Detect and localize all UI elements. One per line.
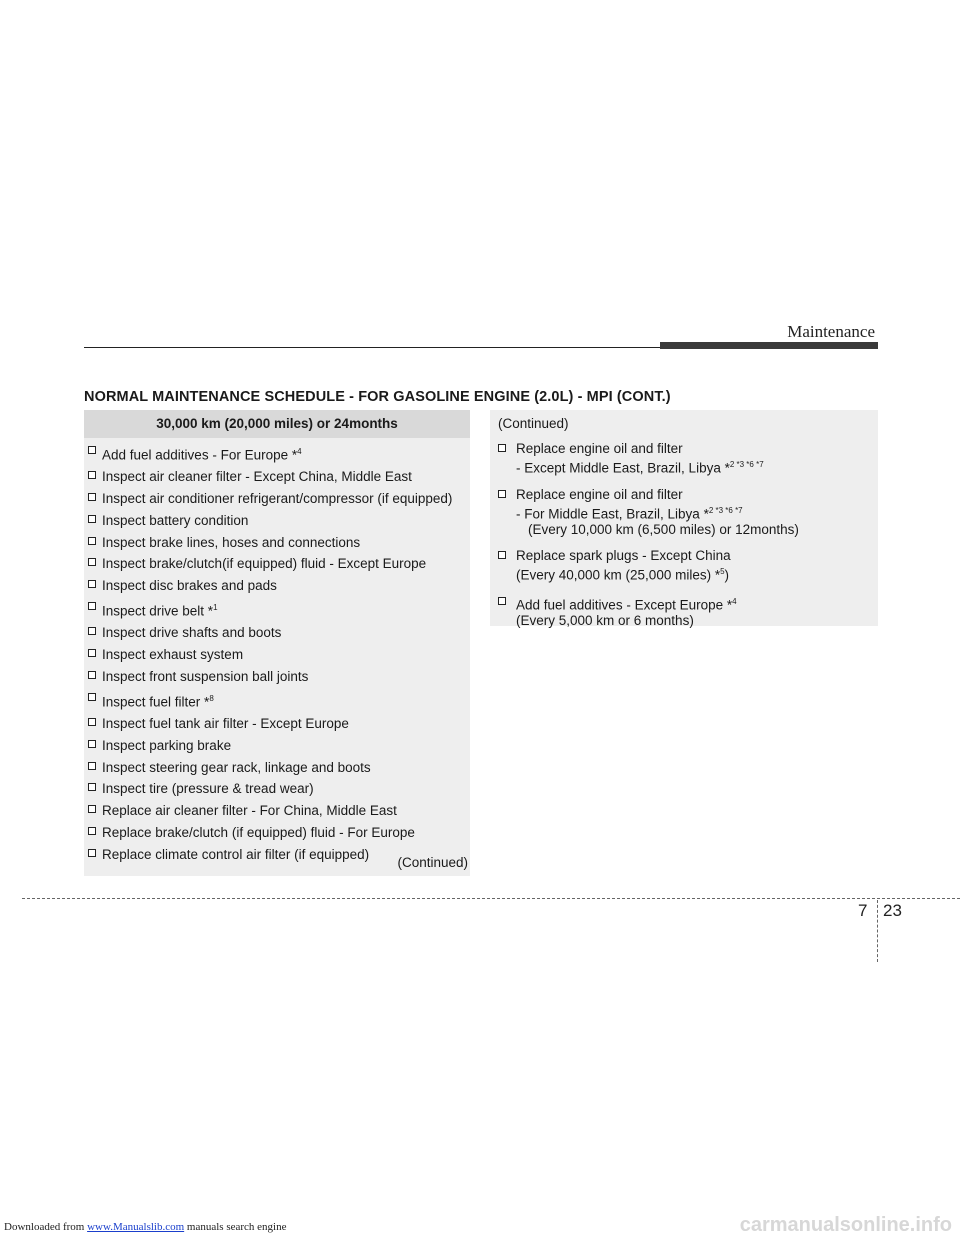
list-item: Inspect drive shafts and boots — [84, 625, 470, 640]
schedule-title: NORMAL MAINTENANCE SCHEDULE - FOR GASOLINE ENGINE (2.0L) - MPI (CONT.) — [84, 389, 671, 405]
checkbox-icon — [88, 446, 96, 454]
list-item: Replace spark plugs - Except China (Every 40,000 km (25,000 miles) *$^5$) — [490, 548, 878, 584]
continued-label: (Continued) — [498, 416, 569, 431]
checkbox-icon — [88, 537, 96, 545]
list-item: Inspect steering gear rack, linkage and boots — [84, 760, 470, 775]
checkbox-icon — [498, 597, 506, 605]
list-item: Add fuel additives - Except Europe *$^4$ (Every 5,000 km or 6 months) — [490, 594, 878, 630]
checkbox-icon — [88, 649, 96, 657]
list-item: Replace climate control air filter (if equipped) — [84, 847, 470, 862]
checkbox-icon — [88, 783, 96, 791]
list-item: Replace brake/clutch (if equipped) fluid - For Europe — [84, 825, 470, 840]
list-item: Inspect fuel filter *$^8$ — [84, 691, 470, 710]
checkbox-icon — [498, 490, 506, 498]
list-item: Inspect air conditioner refrigerant/compressor (if equipped) — [84, 491, 470, 506]
checkbox-icon — [88, 849, 96, 857]
right-schedule-panel — [490, 410, 878, 626]
list-item: Replace engine oil and filter - For Middle East, Brazil, Libya *$^{2 *3 *6 *7}$ (Every 10,000 km (6,500 miles) or 12months) — [490, 487, 878, 539]
list-item: Inspect fuel tank air filter - Except Europe — [84, 716, 470, 731]
left-schedule-panel — [84, 410, 470, 876]
section-header-title: Maintenance — [787, 322, 875, 341]
checkbox-icon — [88, 493, 96, 501]
checkbox-icon — [88, 471, 96, 479]
checkbox-icon — [498, 551, 506, 559]
page-number: 23 — [883, 901, 902, 920]
list-item: Replace air cleaner filter - For China, Middle East — [84, 803, 470, 818]
checkbox-icon — [88, 762, 96, 770]
list-item: Inspect exhaust system — [84, 647, 470, 662]
checkbox-icon — [88, 580, 96, 588]
footer-dashed-rule — [22, 898, 960, 899]
checkbox-icon — [88, 602, 96, 610]
list-item: Inspect tire (pressure & tread wear) — [84, 781, 470, 796]
checkbox-icon — [88, 671, 96, 679]
list-item: Inspect battery condition — [84, 513, 470, 528]
list-item: Inspect disc brakes and pads — [84, 578, 470, 593]
watermark: carmanualsonline.info — [739, 1214, 952, 1236]
list-item: Replace engine oil and filter - Except Middle East, Brazil, Libya *$^{2 *3 *6 *7}$ — [490, 441, 878, 477]
list-item: Inspect brake lines, hoses and connections — [84, 535, 470, 550]
left-item-list — [84, 438, 470, 862]
header-bar — [660, 342, 878, 349]
checkbox-icon — [88, 740, 96, 748]
header-rule — [84, 347, 660, 348]
checkbox-icon — [88, 693, 96, 701]
chapter-number: 7 — [858, 901, 868, 920]
list-item: Inspect brake/clutch(if equipped) fluid - Except Europe — [84, 556, 470, 571]
list-item: Inspect air cleaner filter - Except China, Middle East — [84, 469, 470, 484]
download-banner: Downloaded from www.Manualslib.com manuals search engine — [4, 1221, 287, 1233]
checkbox-icon — [88, 558, 96, 566]
checkbox-icon — [498, 444, 506, 452]
checkbox-icon — [88, 718, 96, 726]
footer-vertical-rule — [877, 900, 878, 962]
checkbox-icon — [88, 827, 96, 835]
checkbox-icon — [88, 805, 96, 813]
list-item: Inspect drive belt *$^1$ — [84, 600, 470, 619]
checkbox-icon — [88, 515, 96, 523]
list-item: Inspect parking brake — [84, 738, 470, 753]
checkbox-icon — [88, 627, 96, 635]
list-item: Inspect front suspension ball joints — [84, 669, 470, 684]
interval-heading: 30,000 km (20,000 miles) or 24months — [84, 410, 470, 438]
manualslib-link[interactable]: www.Manualslib.com — [87, 1221, 185, 1233]
continued-label: (Continued) — [397, 855, 468, 870]
list-item: Add fuel additives - For Europe *$^4$ — [84, 444, 470, 463]
